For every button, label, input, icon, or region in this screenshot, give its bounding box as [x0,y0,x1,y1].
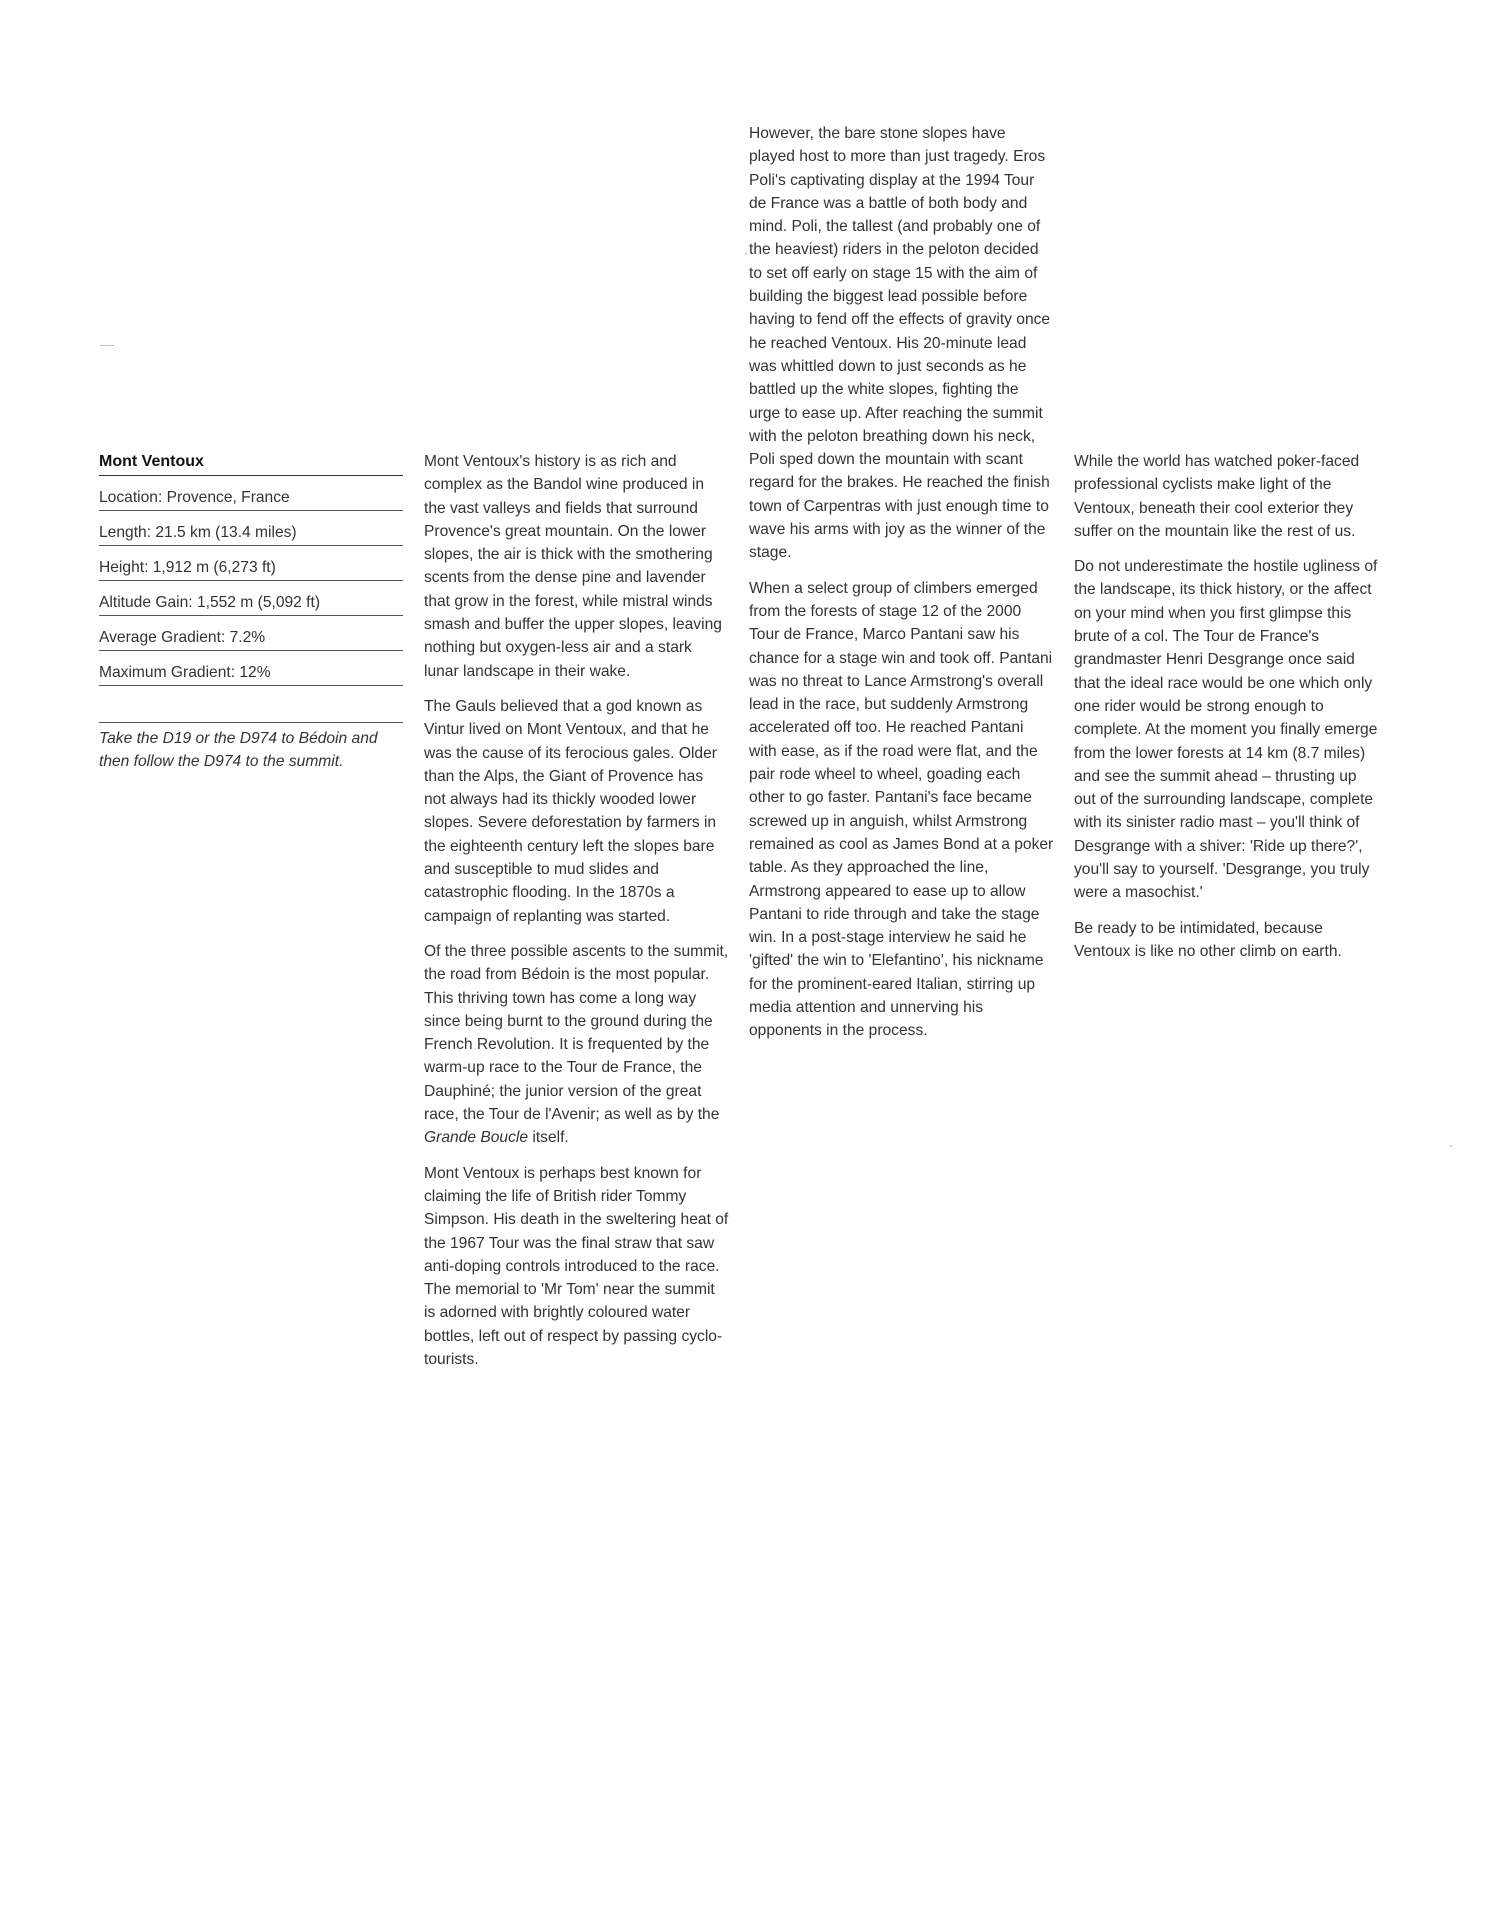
paragraph: Mont Ventoux is perhaps best known for claiming the life of British rider Tommy Simpson. His death in the sweltering heat of the 1967 Tour was the final straw that saw anti-doping controls introduced to the race. The memorial to 'Mr Tom' near the summit is adorned with brightly coloured water bottles, left out of respect by passing cyclo-tourists. [424,1164,729,1368]
paragraph: When a select group of climbers emerged from the forests of stage 12 of the 2000 Tour de France, Marco Pantani saw his chance for a stage win and took off. Pantani was no threat to Lance Armstrong's overall lead in the race, but suddenly Armstrong accelerated off too. He reached Pantani with ease, as if the road were flat, and the pair rode wheel to wheel, goading each other to go faster. Pantani's face became screwed up in anguish, whilst Armstrong remained as cool as James Bond at a poker table. As they approached the line, Armstrong appeared to ease up to allow Pantani to ride through and take the stage win. In a post-stage interview he said he 'gifted' the win to 'Elefantino', his nickname for the prominent-eared Italian, stirring up media attention and unnerving his opponents in the process. [749,579,1054,1040]
fact-altitude-gain: Altitude Gain: 1,552 m (5,092 ft) [99,581,403,616]
body-column-1 [424,450,729,1383]
fact-location: Location: Provence, France [99,476,403,511]
directions-note: Take the D19 or the D974 to Bédoin and then follow the D974 to the summit. [99,722,403,774]
fact-box-title: Mont Ventoux [99,450,403,476]
paragraph: Be ready to be intimidated, because Ventoux is like no other climb on earth. [1074,919,1342,960]
fact-maximum-gradient: Maximum Gradient: 12% [99,651,403,686]
grande-boucle-italic: Grande Boucle [424,1129,529,1147]
scan-speck [745,253,747,255]
paragraph: Do not underestimate the hostile ugliness of the landscape, its thick history, or the affect on your mind when you first glimpse this brute of a col. The Tour de France's grandmaster Henri Desgrange once said that the ideal race would be one which only one rider would be strong enough to complete. At the moment you finally emerge from the lower forests at 14 km (8.7 miles) and see the summit ahead – thrusting up out of the surrounding landscape, complete with its sinister radio mast – you'll think of Desgrange with a shiver: 'Ride up there?', you'll say to yourself. 'Desgrange, you truly were a masochist.' [1074,558,1378,902]
paragraph: The Gauls believed that a god known as Vintur lived on Mont Ventoux, and that he was the cause of its ferocious gales. Older than the Alps, the Giant of Provence has not always had its thickly wooded lower slopes. Severe deforestation by farmers in the eighteenth century left the slopes bare and susceptible to mud slides and catastrophic flooding. In the 1870s a campaign of replanting was started. [424,697,717,925]
fact-average-gradient: Average Gradient: 7.2% [99,616,403,651]
scan-speck [100,345,114,346]
paragraph: However, the bare stone slopes have played host to more than just tragedy. Eros Poli's captivating display at the 1994 Tour de France was a battle of both body and mind. Poli, the tallest (and probably one of the heaviest) riders in the peloton decided to set off early on stage 15 with the aim of building the biggest lead possible before having to fend off the effects of gravity once he reached Ventoux. His 20-minute lead was whittled down to just seconds as he battled up the white slopes, fighting the urge to ease up. After reaching the summit with the peloton breathing down his neck, Poli sped down the mountain with scant regard for the brakes. He reached the finish town of Carpentras with just enough time to wave his arms with joy as the winner of the stage. [749,125,1051,562]
body-column-2 [749,122,1054,1055]
fact-length: Length: 21.5 km (13.4 miles) [99,511,403,546]
fact-box [99,450,403,774]
paragraph: Mont Ventoux's history is as rich and complex as the Bandol wine produced in the vast valleys and fields that surround Provence's great mountain. On the lower slopes, the air is thick with the smothering scents from the dense pine and lavender that grow in the forest, while mistral winds smash and buffer the upper slopes, leaving nothing but oxygen-less air and a stark lunar landscape in their wake. [424,453,722,680]
fact-height: Height: 1,912 m (6,273 ft) [99,546,403,581]
paragraph-text: itself. [528,1129,569,1147]
body-column-3 [1074,450,1379,975]
paragraph: While the world has watched poker-faced professional cyclists make light of the Ventoux, beneath their cool exterior they suffer on the mountain like the rest of us. [1074,453,1360,540]
paragraph-text: Of the three possible ascents to the summit, the road from Bédoin is the most popular. This thriving town has come a long way since being burnt to the ground during the French Revolution. It is frequented by the warm-up race to the Tour de France, the Dauphiné; the junior version of the great race, the Tour de l'Avenir; as well as by the [424,942,729,1124]
scan-speck [1450,1145,1452,1147]
paragraph [424,940,729,1150]
